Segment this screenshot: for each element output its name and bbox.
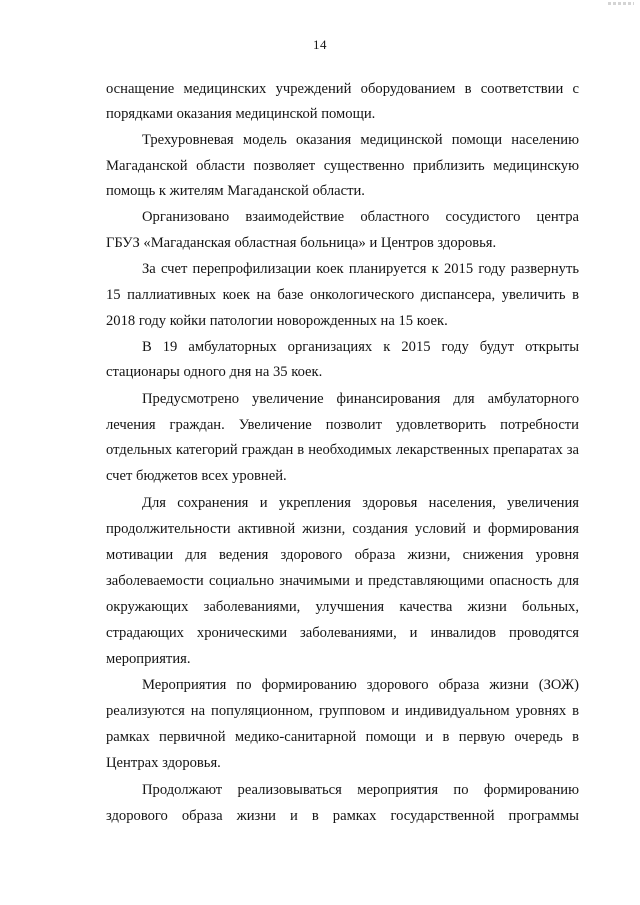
page-number: 14 [313,37,327,52]
scan-artifact-mark [608,2,634,5]
text-line: продолжительности активной жизни, создания условий и формирования [106,521,579,537]
text-line: заболеваемости социально значимыми и представляющими опасность для [106,573,579,589]
text-line: Продолжают реализовываться мероприятия по формированию [142,782,579,798]
text-line: счет бюджетов всех уровней. [106,468,287,484]
text-line: окружающих заболеваниями, улучшения качества жизни больных, [106,599,579,615]
text-line: В 19 амбулаторных организациях к 2015 году будут открыты [142,339,579,355]
text-line: реализуются на популяционном, групповом и индивидуальном уровнях в [106,703,579,719]
text-line: здорового образа жизни и в рамках государственной программы [106,808,579,824]
text-line: Трехуровневая модель оказания медицинской помощи населению [142,132,579,148]
text-line: 2018 году койки патологии новорожденных на 15 коек. [106,313,448,329]
text-line: оснащение медицинских учреждений оборудованием в соответствии с [106,81,579,97]
text-line: Магаданской области позволяет существенно приблизить медицинскую [106,158,579,174]
text-line: мотивации для ведения здорового образа жизни, снижения уровня [106,547,579,563]
text-line: страдающих хроническими заболеваниями, и инвалидов проводятся [106,625,579,641]
text-line: Предусмотрено увеличение финансирования для амбулаторного [142,391,579,407]
text-line: рамках первичной медико-санитарной помощи и в первую очередь в [106,729,579,745]
text-line: помощь к жителям Магаданской области. [106,183,365,199]
text-line: 15 паллиативных коек на базе онкологического диспансера, увеличить в [106,287,579,303]
text-line: Центрах здоровья. [106,755,221,771]
text-line: За счет перепрофилизации коек планируется к 2015 году развернуть [142,261,579,277]
text-line: Организовано взаимодействие областного сосудистого центра [142,209,579,225]
text-line: мероприятия. [106,651,191,667]
text-line: Мероприятия по формированию здорового образа жизни (ЗОЖ) [142,677,579,693]
text-line: лечения граждан. Увеличение позволит удовлетворить потребности [106,417,579,433]
text-line: отдельных категорий граждан в необходимых лекарственных препаратах за [106,442,579,458]
text-line: ГБУЗ «Магаданская областная больница» и Центров здоровья. [106,235,497,251]
text-line: стационары одного дня на 35 коек. [106,364,323,380]
text-line: порядками оказания медицинской помощи. [106,106,376,122]
text-line: Для сохранения и укрепления здоровья населения, увеличения [142,495,579,511]
